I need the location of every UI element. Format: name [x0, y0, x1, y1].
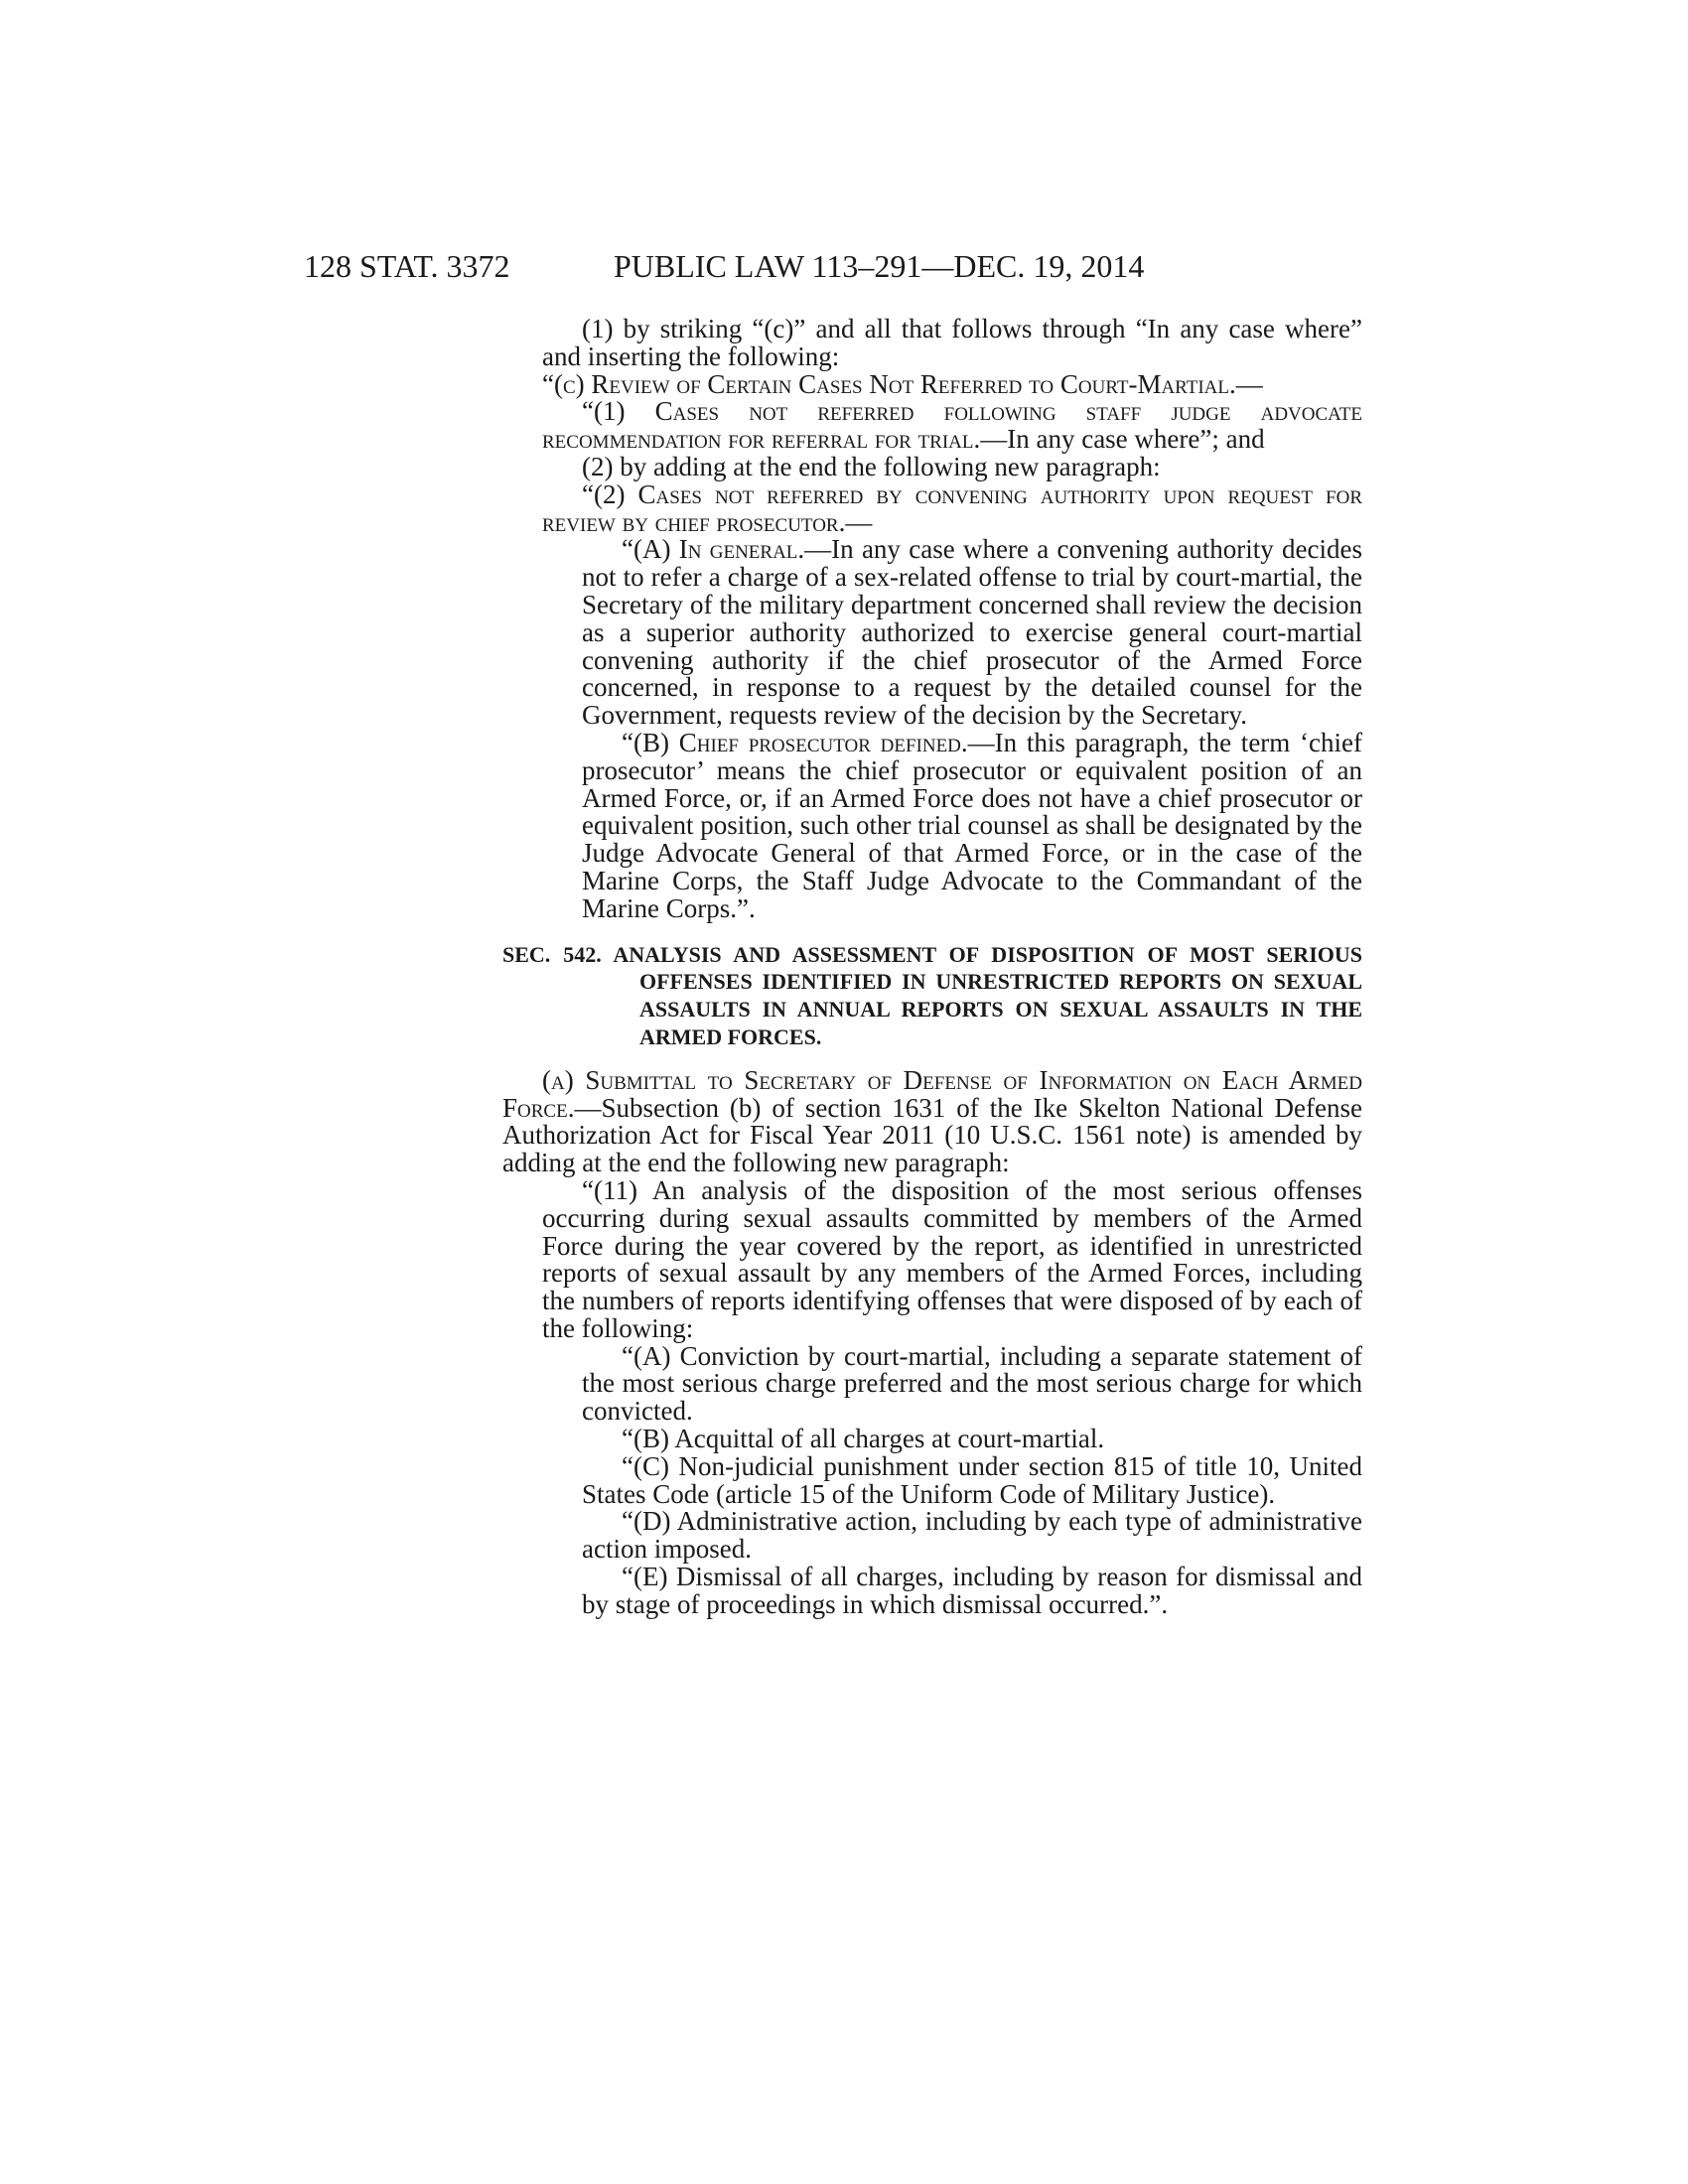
paragraph-c-1 — [502, 398, 1362, 454]
subparagraph-b-heading: “(B) Chief prosecutor defined. — [622, 727, 968, 757]
list-item: “(C) Non-judicial punishment under section 815 of title 10, United States Code (article 15 of the Uniform Code of Military Justice). — [582, 1450, 1362, 1509]
subsection-c-heading: “(c) Review of Certain Cases Not Referred to Court-Martial.— — [542, 368, 1263, 399]
paragraph-c-1-heading: “(1) Cases not referred following staff judge advocate recommendation for referral for trial. — [542, 396, 1362, 455]
subparagraph-b — [502, 727, 1362, 923]
list-item: “(E) Dismissal of all charges, including by reason for dismissal and by stage of proceedings in which dismissal occurred.”. — [582, 1562, 1362, 1619]
subparagraph-a — [502, 536, 1362, 730]
statute-page-reference: 128 STAT. 3372 — [304, 248, 510, 284]
section-heading: SEC. 542. ANALYSIS AND ASSESSMENT OF DISPOSITION OF MOST SERIOUS OFFENSES IDENTIFIED IN UNRESTRICTED REPORTS ON SEXUAL ASSAULTS IN ANNUAL REPORTS ON SEXUAL ASSAULTS IN THE ARMED FORCES. — [502, 941, 1362, 1049]
paragraph-c-2-heading: “(2) Cases not referred by convening authority upon request for review by chief prosecutor.— — [542, 478, 1362, 537]
running-head-title: PUBLIC LAW 113–291—DEC. 19, 2014 — [614, 248, 1145, 284]
list-item: “(B) Acquittal of all charges at court-martial. — [622, 1424, 1105, 1454]
paragraph-amendment-2: (2) by adding at the end the following new paragraph: — [582, 451, 1161, 481]
subparagraph-a-text: —In any case where a convening authority decides not to refer a charge of a sex-related offense to trial by court-martial, the Secretary of the military department concerned shall review the decision as a superior authority authorized to exercise general court-martial convening authority if the chief prosecutor of the Armed Force concerned, in response to a request by the detailed counsel for the Government, requests review of the decision by the Secretary. — [582, 534, 1362, 731]
subsection-a — [502, 1064, 1362, 1178]
subparagraph-b-text: —In this paragraph, the term ‘chief prosecutor’ means the chief prosecutor or equivalent position of an Armed Force, or, if an Armed Force does not have a chief prosecutor or equivalent position, such other trial counsel as shall be designated by the Judge Advocate General of that Armed Force, or in the case of the Marine Corps, the Staff Judge Advocate to the Commandant of the Marine Corps.”. — [582, 727, 1362, 923]
paragraph-11: “(11) An analysis of the disposition of the most serious offenses occurring during sexual assaults committed by members of the Armed Force during the year covered by the report, as identified in unrestricted reports of sexual assault by any members of the Armed Forces, including the numbers of reports identifying offenses that were disposed of by each of the following: — [542, 1174, 1362, 1343]
paragraph-c-1-text: —In any case where”; and — [980, 424, 1265, 455]
subsection-a-text: —Subsection (b) of section 1631 of the Ike Skelton National Defense Authorization Act for Fiscal Year 2011 (10 U.S.C. 1561 note) is amended by adding at the end the following new paragraph: — [502, 1092, 1362, 1178]
list-item: “(D) Administrative action, including by each type of administrative action imposed. — [582, 1506, 1362, 1565]
list-item: “(A) Conviction by court-martial, including a separate statement of the most serious charge preferred and the most serious charge for which convicted. — [582, 1340, 1362, 1427]
document-body — [502, 316, 1362, 1619]
subsection-a-heading: (a) Submittal to Secretary of Defense of Information on Each Armed Force. — [502, 1064, 1362, 1123]
subparagraph-a-heading: “(A) In general. — [622, 534, 805, 565]
paragraph-amendment-1: (1) by striking “(c)” and all that follows through “In any case where” and inserting the following: — [542, 314, 1362, 371]
